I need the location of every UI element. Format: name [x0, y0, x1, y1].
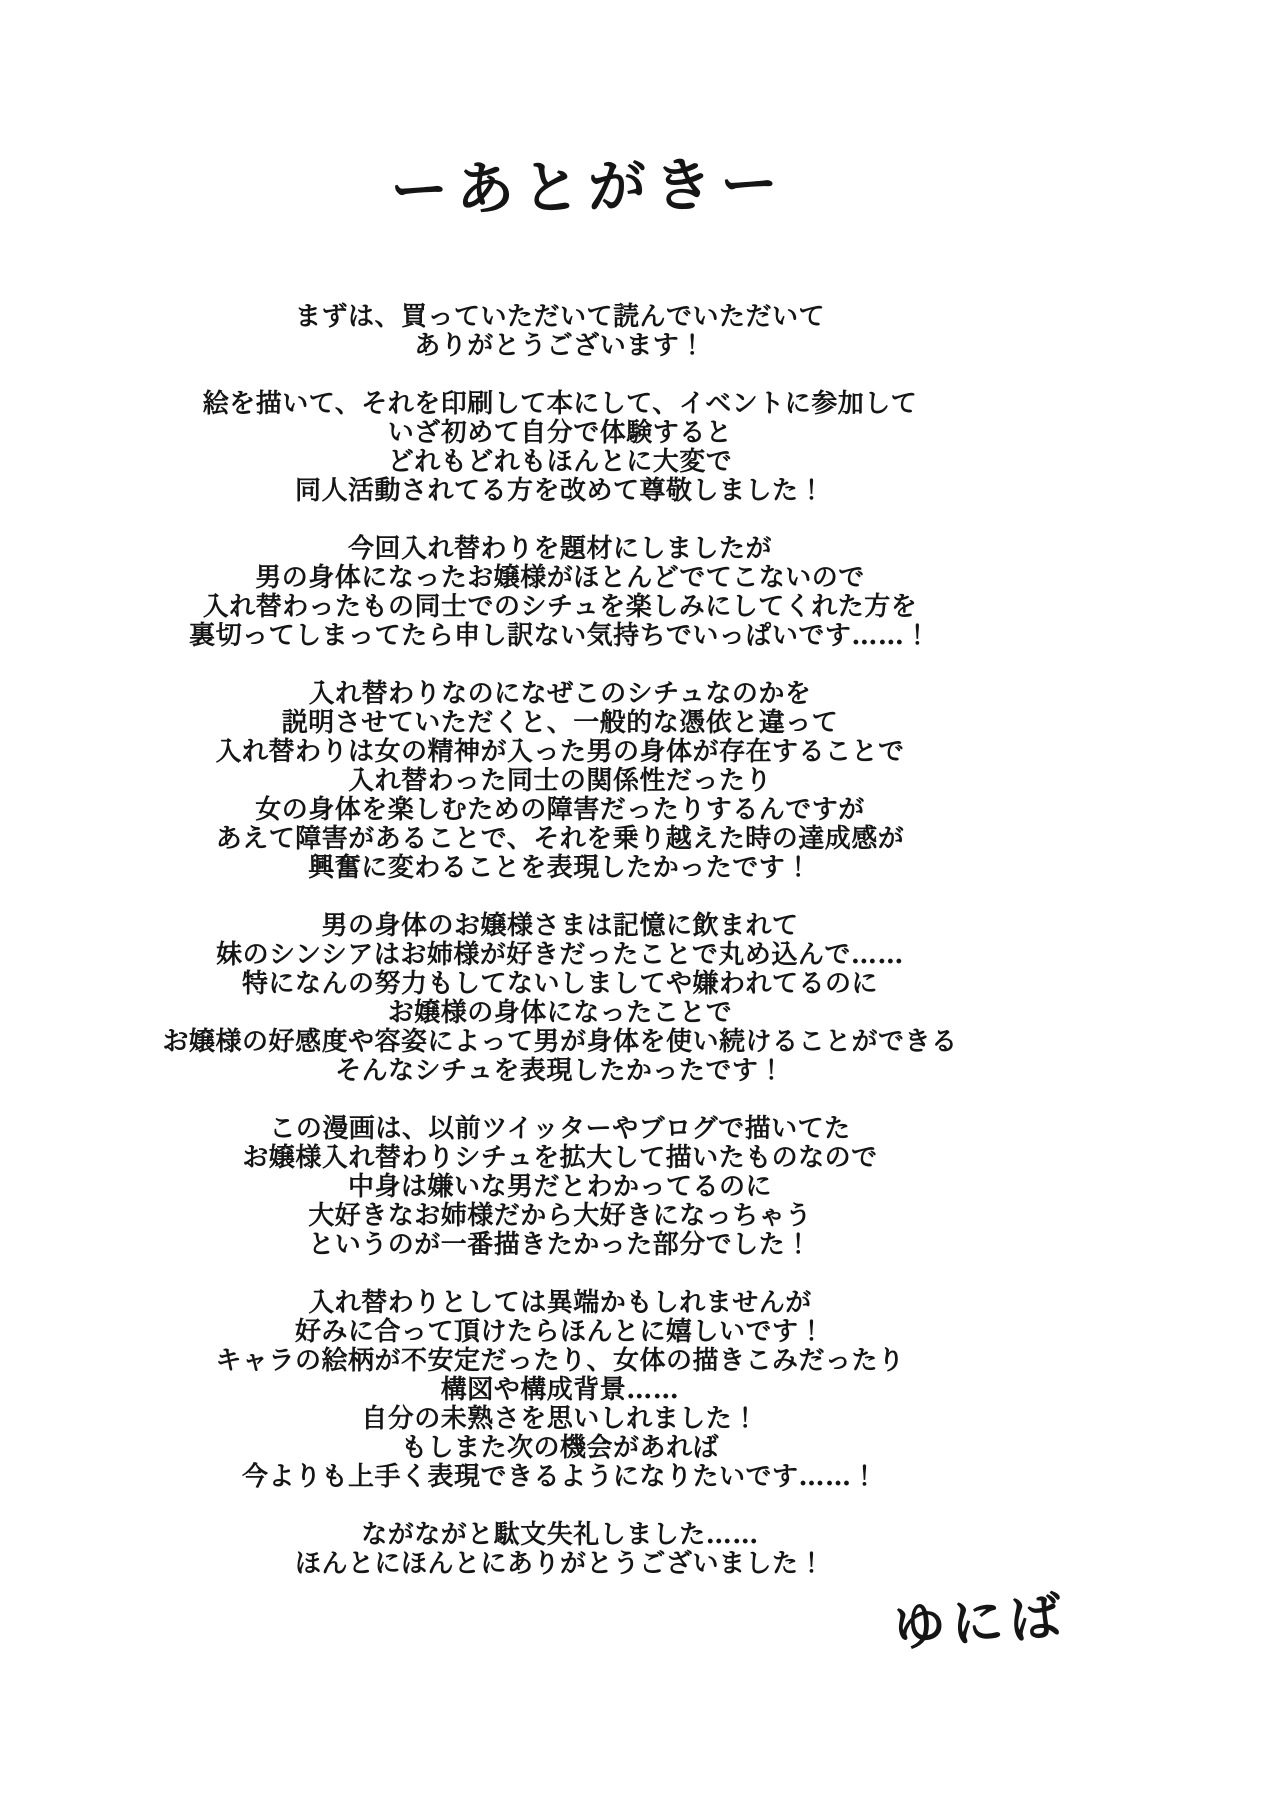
text-line: お嬢様入れ替わりシチュを拡大して描いたものなので — [242, 1143, 878, 1173]
text-line: お嬢様の身体になったことで — [387, 998, 733, 1028]
text-line: ありがとうございます！ — [414, 331, 706, 361]
paragraph-closing — [0, 1521, 1120, 1579]
text-line: 入れ替わったもの同士でのシチュを楽しみにしてくれた方を — [202, 592, 918, 622]
text-line: お嬢様の好感度や容姿によって男が身体を使い続けることができる — [162, 1027, 958, 1057]
text-line: ながながと駄文失礼しました…… — [361, 1520, 759, 1550]
paragraph-theme-apology — [0, 535, 1120, 651]
afterword-body — [0, 303, 1120, 1608]
text-line: あえて障害があることで、それを乗り越えた時の達成感が — [215, 824, 905, 854]
text-line: この漫画は、以前ツイッターやブログで描いてた — [269, 1114, 851, 1144]
text-line: というのが一番描きたかった部分でした！ — [308, 1230, 812, 1260]
text-line: 入れ替わりは女の精神が入った男の身体が存在することで — [215, 737, 905, 767]
text-line: 自分の未熟さを思いしれました！ — [361, 1404, 759, 1434]
paragraph-situation-explanation — [0, 680, 1120, 883]
text-line: そんなシチュを表現したかったです！ — [335, 1056, 785, 1086]
text-line: ほんとにほんとにありがとうございました！ — [294, 1549, 825, 1579]
text-line: いざ初めて自分で体験すると — [387, 418, 733, 448]
text-line: 説明させていただくと、一般的な憑依と違って — [281, 708, 839, 738]
page-title: ーあとがきー — [389, 149, 787, 225]
text-line: 男の身体になったお嬢様がほとんどでてこないので — [255, 563, 865, 593]
text-line: 男の身体のお嬢様さまは記憶に飲まれて — [321, 911, 799, 941]
paragraph-origin — [0, 1115, 1120, 1260]
text-line: 今よりも上手く表現できるようになりたいです……！ — [241, 1462, 878, 1492]
text-line: まずは、買っていただいて読んでいただいて — [294, 302, 825, 332]
text-line: キャラの絵柄が不安定だったり、女体の描きこみだったり — [215, 1346, 905, 1376]
text-line: 女の身体を楽しむための障害だったりするんですが — [255, 795, 865, 825]
text-line: どれもどれもほんとに大変で — [387, 447, 733, 477]
text-line: 入れ替わりなのになぜこのシチュなのかを — [308, 679, 812, 709]
paragraph-reflection — [0, 1289, 1120, 1492]
text-line: 構図や構成背景…… — [440, 1375, 680, 1405]
text-line: 同人活動されてる方を改めて尊敬しました！ — [294, 476, 825, 506]
text-line: 入れ替わった同士の関係性だったり — [348, 766, 772, 796]
paragraph-thanks — [0, 303, 1120, 361]
paragraph-doujin-experience — [0, 390, 1120, 506]
text-line: 興奮に変わることを表現したかったです！ — [308, 853, 812, 883]
text-line: 好みに合って頂けたらほんとに嬉しいです！ — [294, 1317, 825, 1347]
text-line: 絵を描いて、それを印刷して本にして、イベントに参加して — [202, 389, 918, 419]
text-line: 妹のシンシアはお姉様が好きだったことで丸め込んで…… — [216, 940, 904, 970]
text-line: もしまた次の機会があれば — [400, 1433, 719, 1463]
text-line: 今回入れ替わりを題材にしましたが — [347, 534, 772, 564]
author-signature: ゆにば — [891, 1586, 1070, 1659]
text-line: 入れ替わりとしては異端かもしれませんが — [308, 1288, 812, 1318]
text-line: 大好きなお姉様だから大好きになっちゃう — [308, 1201, 812, 1231]
paragraph-story-details — [0, 912, 1120, 1086]
text-line: 裏切ってしまってたら申し訳ない気持ちでいっぱいです……！ — [189, 621, 931, 651]
text-line: 中身は嫌いな男だとわかってるのに — [347, 1172, 772, 1202]
text-line: 特になんの努力もしてないしましてや嫌われてるのに — [241, 969, 878, 999]
